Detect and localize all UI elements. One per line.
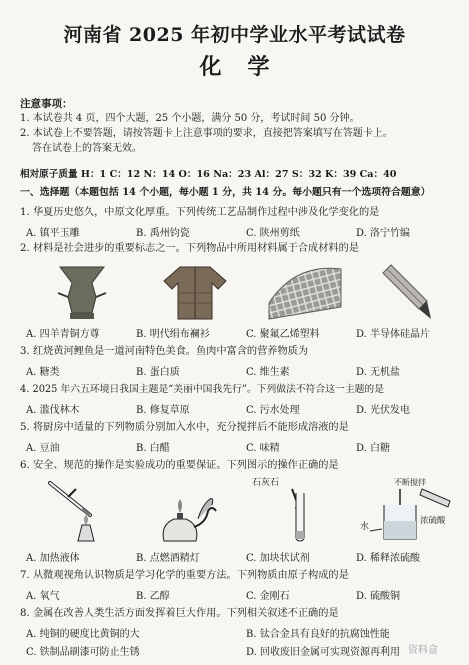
- option-b[interactable]: B. 明代绢布襕衫: [136, 329, 210, 340]
- question-1-options: [26, 224, 466, 239]
- question-2-images: [30, 263, 460, 323]
- option-c[interactable]: C. 聚氟乙烯塑料: [246, 329, 320, 340]
- option-b[interactable]: B. 点燃酒精灯: [136, 553, 200, 564]
- option-d[interactable]: D. 硫酸铜: [356, 591, 401, 602]
- acid-label: 浓硫酸: [420, 516, 446, 526]
- question-6-options: [26, 549, 466, 564]
- question-1-stem: 1. 华夏历史悠久，中原文化厚重。下列传统工艺品制作过程中涉及化学变化的是: [20, 207, 380, 218]
- stone-label: 石灰石: [252, 478, 280, 488]
- watermark: 资料盒: [408, 645, 438, 656]
- question-4-options: [26, 401, 466, 416]
- question-6-stem: 6. 安全、规范的操作是实验成功的重要保证。下列图示的操作正确的是: [20, 460, 339, 471]
- silicon-wafer-image: [375, 263, 435, 321]
- option-c[interactable]: C. 味精: [246, 443, 280, 454]
- option-d[interactable]: D. 洛宁竹编: [356, 228, 411, 239]
- option-a[interactable]: A. 滥伐林木: [26, 405, 80, 416]
- option-c[interactable]: C. 陕州剪纸: [246, 228, 300, 239]
- stir-label: 不断搅拌: [394, 478, 426, 487]
- option-b[interactable]: B. 钛合金具有良好的抗腐蚀性能: [246, 629, 390, 640]
- option-b[interactable]: B. 蛋白质: [136, 367, 180, 378]
- section-1-heading: 一、选择题（本题包括 14 个小题，每小题 1 分，共 14 分。每小题只有一个选项符合题意）: [20, 187, 431, 198]
- option-d[interactable]: D. 无机盐: [356, 367, 401, 378]
- adding-block-reagent-diagram: [252, 475, 332, 543]
- option-b[interactable]: B. 修复草原: [136, 405, 190, 416]
- water-label: 水: [360, 522, 370, 532]
- alcohol-lamp-diagram: [150, 475, 220, 543]
- question-7-options: [26, 587, 466, 602]
- question-6-images: [30, 475, 460, 545]
- option-a[interactable]: A. 豆油: [26, 443, 60, 454]
- option-b[interactable]: B. 禹州钧瓷: [136, 228, 190, 239]
- option-d[interactable]: D. 白糖: [356, 443, 391, 454]
- bronze-zun-image: [52, 263, 112, 321]
- option-d[interactable]: D. 半导体硅晶片: [356, 329, 431, 340]
- option-c[interactable]: C. 铁制品刷漆可防止生锈: [26, 647, 140, 658]
- exam-title: 河南省 2025 年初中学业水平考试试卷: [63, 24, 406, 46]
- option-c[interactable]: C. 污水处理: [246, 405, 300, 416]
- option-c[interactable]: C. 金刚石: [246, 591, 290, 602]
- question-2-stem: 2. 材料是社会进步的重要标志之一。下列物品中所用材料属于合成材料的是: [20, 243, 359, 254]
- option-d[interactable]: D. 光伏发电: [356, 405, 411, 416]
- question-7-stem: 7. 从微观视角认识物质是学习化学的重要方法。下列物质由原子构成的是: [20, 570, 349, 581]
- notice-item-1: 1. 本试卷共 4 页，四个大题，25 个小题，满分 50 分，考试时间 50 分钟。: [20, 113, 360, 124]
- option-c[interactable]: C. 加块状试剂: [246, 553, 310, 564]
- question-5-options: [26, 439, 466, 454]
- option-d[interactable]: D. 稀释浓硫酸: [356, 553, 421, 564]
- option-c[interactable]: C. 维生素: [246, 367, 290, 378]
- question-8-options-row2: [26, 643, 466, 658]
- option-a[interactable]: A. 四羊青铜方尊: [26, 329, 100, 340]
- notice-item-2-cont: 答在试卷上的答案无效。: [32, 143, 142, 154]
- option-a[interactable]: A. 镇平玉雕: [26, 228, 80, 239]
- option-b[interactable]: B. 乙醇: [136, 591, 170, 602]
- atomic-mass-table: 相对原子质量 H：1 C：12 N：14 O：16 Na：23 Al：27 S：32 K：39 Ca：40: [20, 169, 397, 180]
- question-4-stem: 4. 2025 年六五环境日我国主题是“美丽中国我先行”。下列做法不符合这一主题的是: [20, 384, 385, 395]
- option-d[interactable]: D. 回收废旧金属可实现资源再利用: [246, 647, 401, 658]
- question-5-stem: 5. 将厨房中适量的下列物质分别加入水中，充分搅拌后不能形成溶液的是: [20, 422, 349, 433]
- question-8-stem: 8. 金属在改善人类生活方面发挥着巨大作用。下列相关叙述不正确的是: [20, 608, 339, 619]
- option-a[interactable]: A. 加热液体: [26, 553, 80, 564]
- notice-item-2: 2. 本试卷上不要答题，请按答题卡上注意事项的要求，直接把答案填写在答题卡上。: [20, 128, 393, 139]
- notice-heading: 注意事项：: [20, 98, 73, 110]
- exam-subject: 化学: [199, 54, 296, 80]
- question-3-options: [26, 363, 466, 378]
- question-3-stem: 3. 红烧黄河鲤鱼是一道河南特色美食。鱼肉中富含的营养物质为: [20, 346, 309, 357]
- option-b[interactable]: B. 白醋: [136, 443, 170, 454]
- heating-liquid-diagram: [40, 475, 110, 543]
- plastic-sheet-image: [265, 263, 345, 321]
- option-a[interactable]: A. 糖类: [26, 367, 60, 378]
- option-a[interactable]: A. 纯铜的硬度比黄铜的大: [26, 629, 140, 640]
- silk-robe-image: [160, 263, 230, 321]
- option-a[interactable]: A. 氧气: [26, 591, 60, 602]
- diluting-sulfuric-acid-diagram: [360, 475, 460, 543]
- question-8-options-row1: [26, 625, 466, 640]
- question-2-options: [26, 325, 466, 340]
